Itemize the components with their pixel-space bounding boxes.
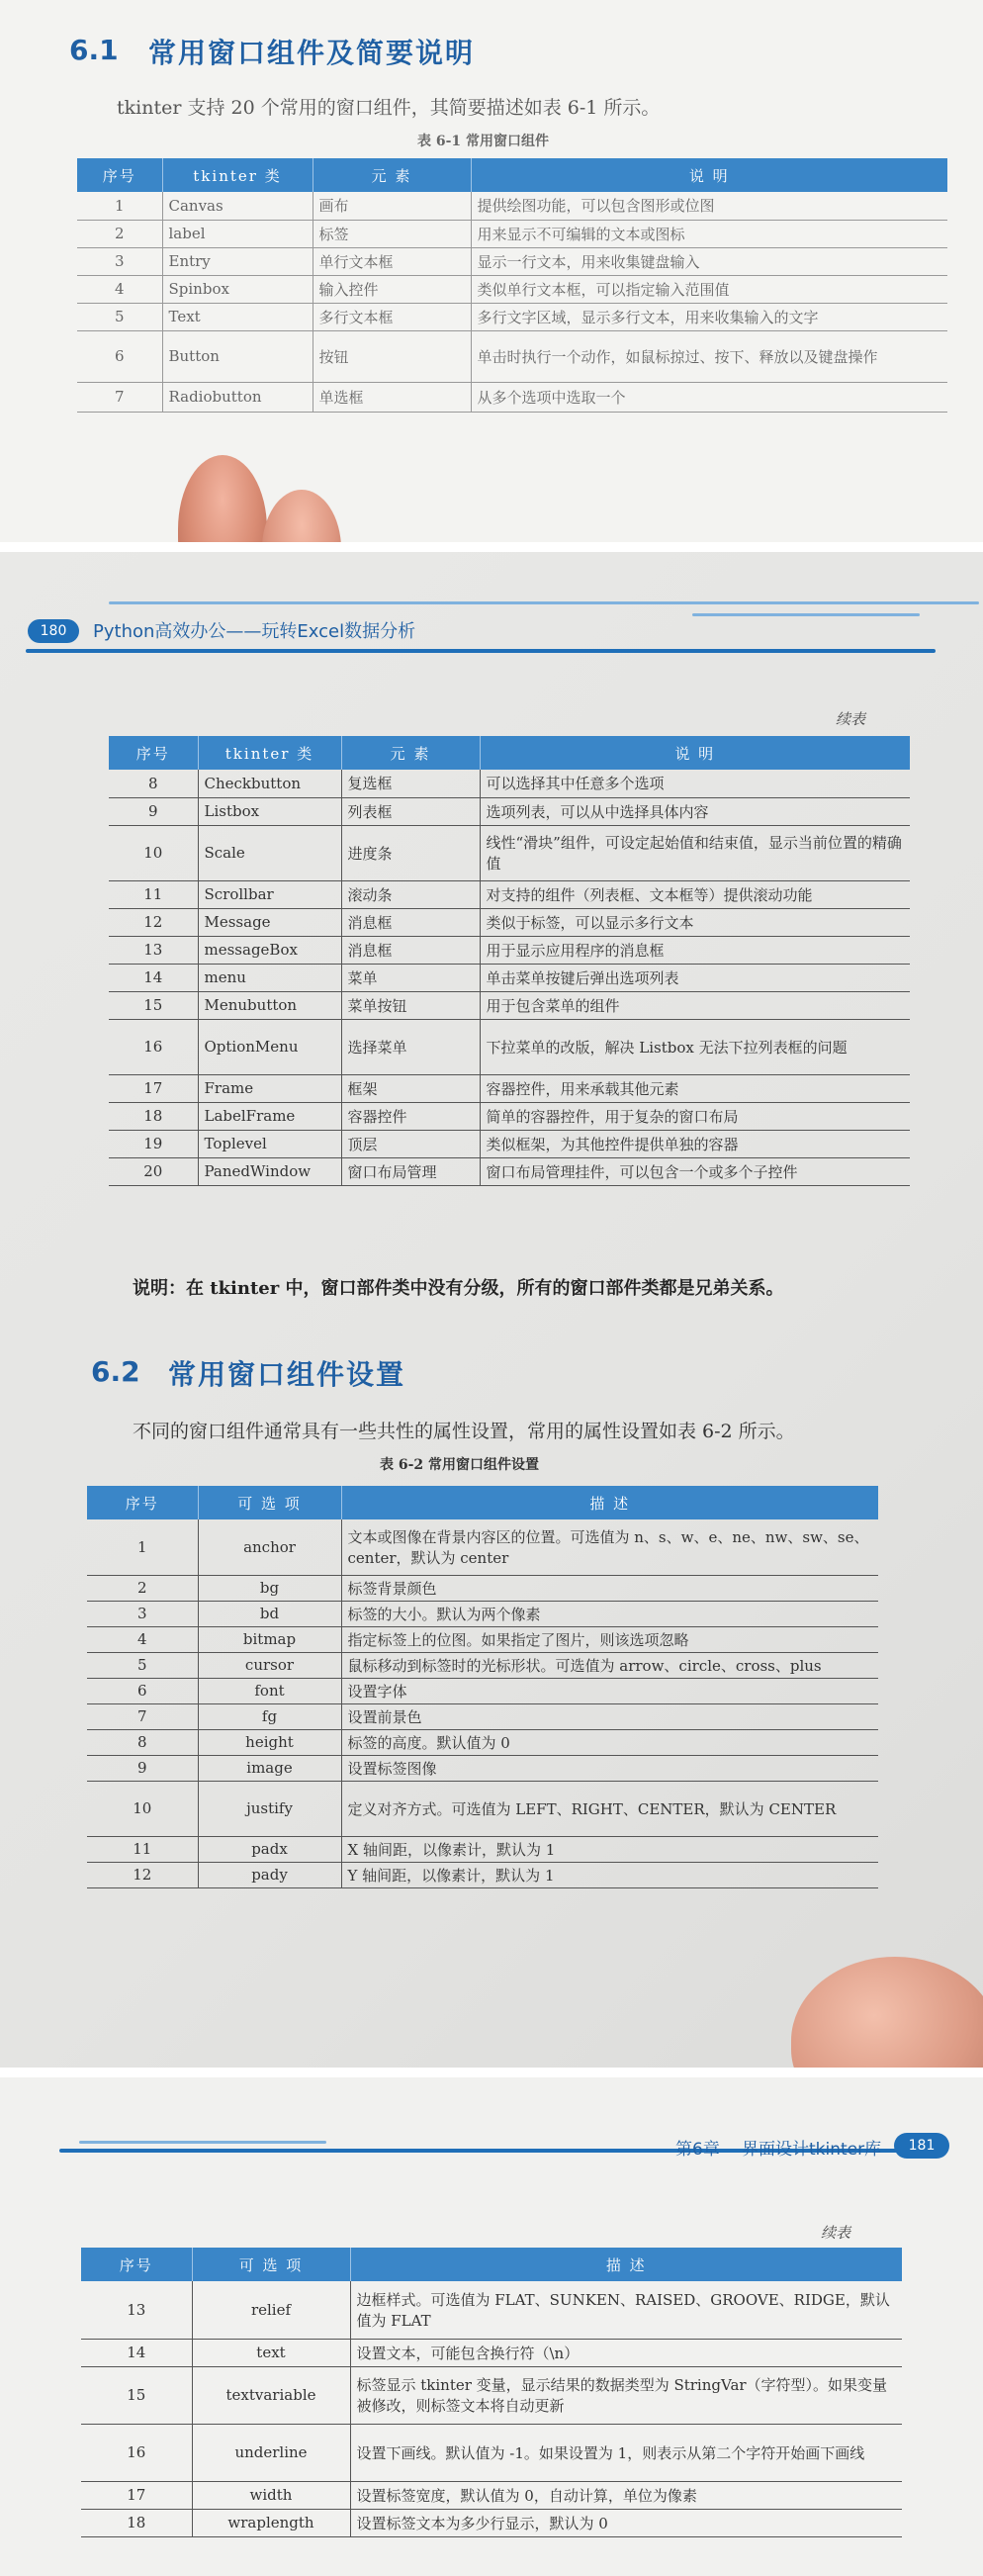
table-row xyxy=(109,1102,910,1130)
cell-description: 定义对齐方式。可选值为 LEFT、RIGHT、CENTER，默认为 CENTER xyxy=(341,1781,878,1836)
col-header-class: tkinter 类 xyxy=(162,158,313,192)
cell-option: relief xyxy=(192,2281,350,2339)
cell-class: menu xyxy=(198,964,341,991)
table-row xyxy=(81,2424,902,2481)
table-row xyxy=(109,825,910,880)
cell-element: 单选框 xyxy=(313,382,471,412)
cell-description: 线性“滑块”组件，可设定起始值和结束值，显示当前位置的精确值 xyxy=(480,825,910,880)
intro-text: 不同的窗口组件通常具有一些共性的属性设置，常用的属性设置如表 6-2 所示。 xyxy=(133,1421,795,1442)
table-caption: 表 6-1 常用窗口组件 xyxy=(417,134,550,149)
table-row xyxy=(77,220,947,247)
table-row xyxy=(87,1519,878,1575)
cell-description: 标签显示 tkinter 变量，显示结果的数据类型为 StringVar（字符型）。如果变量被修改，则标签文本将自动更新 xyxy=(350,2366,902,2424)
page-photo-1 xyxy=(0,0,983,542)
cell-element: 框架 xyxy=(341,1074,480,1102)
decorative-stripe xyxy=(109,601,979,604)
cell-option: width xyxy=(192,2481,350,2509)
table-row xyxy=(87,1601,878,1626)
page-number-badge: 180 xyxy=(28,619,79,643)
cell-option: underline xyxy=(192,2424,350,2481)
cell-element: 按钮 xyxy=(313,330,471,382)
table-row xyxy=(81,2281,902,2339)
table-row xyxy=(109,1074,910,1102)
table-row xyxy=(109,936,910,964)
components-table-part2 xyxy=(109,736,910,1186)
cell-index: 17 xyxy=(109,1074,198,1102)
table-row xyxy=(81,2509,902,2536)
cell-index: 2 xyxy=(87,1575,198,1601)
table-row xyxy=(81,2481,902,2509)
cell-index: 9 xyxy=(109,797,198,825)
cell-index: 12 xyxy=(87,1862,198,1887)
cell-description: 设置标签图像 xyxy=(341,1755,878,1781)
cell-description: 简单的容器控件，用于复杂的窗口布局 xyxy=(480,1102,910,1130)
cell-description: 单击时执行一个动作，如鼠标掠过、按下、释放以及键盘操作 xyxy=(471,330,947,382)
cell-option: bd xyxy=(198,1601,341,1626)
cell-class: Menubutton xyxy=(198,991,341,1019)
components-table-part1 xyxy=(77,158,947,413)
col-header-description: 描 述 xyxy=(350,2248,902,2281)
cell-description: 用来显示不可编辑的文本或图标 xyxy=(471,220,947,247)
cell-element: 顶层 xyxy=(341,1130,480,1157)
cell-element: 单行文本框 xyxy=(313,247,471,275)
cell-index: 10 xyxy=(109,825,198,880)
cell-description: 文本或图像在背景内容区的位置。可选值为 n、s、w、e、ne、nw、sw、se、center，默认为 center xyxy=(341,1519,878,1575)
cell-element: 多行文本框 xyxy=(313,303,471,330)
col-header-index: 序号 xyxy=(81,2248,192,2281)
cell-class: Radiobutton xyxy=(162,382,313,412)
chapter-title: 界面设计tkinter库 xyxy=(742,2140,882,2160)
cell-option: text xyxy=(192,2339,350,2366)
cell-index: 14 xyxy=(109,964,198,991)
cell-description: 单击菜单按键后弹出选项列表 xyxy=(480,964,910,991)
cell-index: 7 xyxy=(77,382,162,412)
continued-label: 续表 xyxy=(821,2224,851,2242)
cell-class: Listbox xyxy=(198,797,341,825)
table-row xyxy=(109,1130,910,1157)
table-row xyxy=(81,2366,902,2424)
cell-description: 标签的大小。默认为两个像素 xyxy=(341,1601,878,1626)
cell-element: 滚动条 xyxy=(341,880,480,908)
cell-option: justify xyxy=(198,1781,341,1836)
cell-index: 2 xyxy=(77,220,162,247)
cell-element: 菜单按钮 xyxy=(341,991,480,1019)
table-row xyxy=(109,770,910,797)
table-row xyxy=(87,1781,878,1836)
table-row xyxy=(87,1626,878,1652)
cell-index: 1 xyxy=(87,1519,198,1575)
table-row xyxy=(109,991,910,1019)
table-row xyxy=(109,1157,910,1185)
table-row xyxy=(87,1703,878,1729)
cell-class: Text xyxy=(162,303,313,330)
cell-description: 指定标签上的位图。如果指定了图片，则该选项忽略 xyxy=(341,1626,878,1652)
options-table-part2 xyxy=(81,2248,902,2537)
decorative-stripe xyxy=(79,2141,326,2144)
table-row xyxy=(81,2339,902,2366)
cell-element: 画布 xyxy=(313,192,471,220)
cell-index: 4 xyxy=(87,1626,198,1652)
cell-index: 7 xyxy=(87,1703,198,1729)
section-number: 6.1 xyxy=(69,34,119,66)
cell-class: Frame xyxy=(198,1074,341,1102)
chapter-label: 第6章 xyxy=(675,2140,720,2160)
cell-class: Checkbutton xyxy=(198,770,341,797)
cell-description: X 轴间距，以像素计，默认为 1 xyxy=(341,1836,878,1862)
cell-option: bitmap xyxy=(198,1626,341,1652)
col-header-index: 序号 xyxy=(109,736,198,770)
cell-class: OptionMenu xyxy=(198,1019,341,1074)
table-row xyxy=(77,247,947,275)
cell-class: LabelFrame xyxy=(198,1102,341,1130)
cell-description: 标签背景颜色 xyxy=(341,1575,878,1601)
cell-element: 标签 xyxy=(313,220,471,247)
cell-element: 容器控件 xyxy=(341,1102,480,1130)
cell-option: bg xyxy=(198,1575,341,1601)
table-row xyxy=(109,964,910,991)
cell-description: 从多个选项中选取一个 xyxy=(471,382,947,412)
cell-description: 显示一行文本，用来收集键盘输入 xyxy=(471,247,947,275)
cell-description: 对支持的组件（列表框、文本框等）提供滚动功能 xyxy=(480,880,910,908)
cell-description: 类似框架，为其他控件提供单独的容器 xyxy=(480,1130,910,1157)
cell-option: image xyxy=(198,1755,341,1781)
table-row xyxy=(87,1678,878,1703)
cell-description: 用于显示应用程序的消息框 xyxy=(480,936,910,964)
running-header: Python高效办公——玩转Excel数据分析 xyxy=(93,621,416,642)
table-row xyxy=(87,1575,878,1601)
cell-description: 容器控件，用来承载其他元素 xyxy=(480,1074,910,1102)
cell-description: 设置标签宽度，默认值为 0，自动计算，单位为像素 xyxy=(350,2481,902,2509)
cell-class: Button xyxy=(162,330,313,382)
cell-class: PanedWindow xyxy=(198,1157,341,1185)
col-header-index: 序号 xyxy=(77,158,162,192)
cell-index: 8 xyxy=(87,1729,198,1755)
section-title: 常用窗口组件设置 xyxy=(168,1358,406,1391)
cell-option: font xyxy=(198,1678,341,1703)
cell-index: 16 xyxy=(109,1019,198,1074)
table-row xyxy=(109,908,910,936)
table-row xyxy=(77,330,947,382)
cell-index: 18 xyxy=(81,2509,192,2536)
table-row xyxy=(77,192,947,220)
table-row xyxy=(87,1836,878,1862)
cell-index: 1 xyxy=(77,192,162,220)
finger-image xyxy=(262,490,341,542)
cell-index: 5 xyxy=(77,303,162,330)
cell-class: Spinbox xyxy=(162,275,313,303)
col-header-description: 描 述 xyxy=(341,1486,878,1519)
finger-image xyxy=(178,455,267,542)
cell-description: 设置下画线。默认值为 -1。如果设置为 1，则表示从第二个字符开始画下画线 xyxy=(350,2424,902,2481)
cell-option: wraplength xyxy=(192,2509,350,2536)
cell-index: 8 xyxy=(109,770,198,797)
cell-index: 15 xyxy=(109,991,198,1019)
cell-class: messageBox xyxy=(198,936,341,964)
cell-description: 提供绘图功能，可以包含图形或位图 xyxy=(471,192,947,220)
cell-class: Scale xyxy=(198,825,341,880)
cell-description: 设置文本，可能包含换行符（\n） xyxy=(350,2339,902,2366)
cell-class: Scrollbar xyxy=(198,880,341,908)
page-number-badge: 181 xyxy=(894,2133,949,2159)
col-header-index: 序号 xyxy=(87,1486,198,1519)
cell-element: 消息框 xyxy=(341,908,480,936)
section-number: 6.2 xyxy=(91,1355,140,1388)
cell-description: 设置标签文本为多少行显示，默认为 0 xyxy=(350,2509,902,2536)
cell-index: 11 xyxy=(87,1836,198,1862)
table-row xyxy=(109,1019,910,1074)
cell-description: 类似于标签，可以显示多行文本 xyxy=(480,908,910,936)
cell-description: 下拉菜单的改版，解决 Listbox 无法下拉列表框的问题 xyxy=(480,1019,910,1074)
cell-index: 20 xyxy=(109,1157,198,1185)
cell-element: 复选框 xyxy=(341,770,480,797)
cell-element: 列表框 xyxy=(341,797,480,825)
cell-index: 10 xyxy=(87,1781,198,1836)
table-row xyxy=(87,1862,878,1887)
cell-element: 消息框 xyxy=(341,936,480,964)
cell-class: label xyxy=(162,220,313,247)
table-row xyxy=(109,880,910,908)
cell-option: pady xyxy=(198,1862,341,1887)
cell-class: Entry xyxy=(162,247,313,275)
cell-description: 可以选择其中任意多个选项 xyxy=(480,770,910,797)
intro-text: tkinter 支持 20 个常用的窗口组件，其简要描述如表 6-1 所示。 xyxy=(117,97,661,119)
cell-description: 类似单行文本框，可以指定输入范围值 xyxy=(471,275,947,303)
cell-index: 6 xyxy=(87,1678,198,1703)
cell-index: 6 xyxy=(77,330,162,382)
cell-index: 9 xyxy=(87,1755,198,1781)
cell-element: 进度条 xyxy=(341,825,480,880)
col-header-description: 说 明 xyxy=(480,736,910,770)
cell-option: padx xyxy=(198,1836,341,1862)
cell-option: textvariable xyxy=(192,2366,350,2424)
section-title: 常用窗口组件及简要说明 xyxy=(148,37,476,69)
decorative-stripe xyxy=(26,649,936,653)
cell-index: 15 xyxy=(81,2366,192,2424)
cell-option: fg xyxy=(198,1703,341,1729)
cell-class: Message xyxy=(198,908,341,936)
note-text: 说明：在 tkinter 中，窗口部件类中没有分级，所有的窗口部件类都是兄弟关系。 xyxy=(133,1278,784,1299)
cell-index: 12 xyxy=(109,908,198,936)
cell-index: 18 xyxy=(109,1102,198,1130)
cell-element: 菜单 xyxy=(341,964,480,991)
cell-index: 16 xyxy=(81,2424,192,2481)
cell-option: cursor xyxy=(198,1652,341,1678)
table-row xyxy=(87,1652,878,1678)
table-row xyxy=(109,797,910,825)
cell-index: 11 xyxy=(109,880,198,908)
cell-description: 设置字体 xyxy=(341,1678,878,1703)
cell-index: 3 xyxy=(77,247,162,275)
decorative-stripe xyxy=(692,613,920,616)
cell-description: 边框样式。可选值为 FLAT、SUNKEN、RAISED、GROOVE、RIDGE，默认值为 FLAT xyxy=(350,2281,902,2339)
cell-description: 设置前景色 xyxy=(341,1703,878,1729)
options-table-part1 xyxy=(87,1486,878,1888)
cell-index: 3 xyxy=(87,1601,198,1626)
table-row xyxy=(87,1755,878,1781)
col-header-option: 可 选 项 xyxy=(198,1486,341,1519)
cell-description: 鼠标移动到标签时的光标形状。可选值为 arrow、circle、cross、plus xyxy=(341,1652,878,1678)
cell-description: 标签的高度。默认值为 0 xyxy=(341,1729,878,1755)
col-header-element: 元 素 xyxy=(313,158,471,192)
cell-option: height xyxy=(198,1729,341,1755)
cell-description: Y 轴间距，以像素计，默认为 1 xyxy=(341,1862,878,1887)
cell-class: Canvas xyxy=(162,192,313,220)
cell-option: anchor xyxy=(198,1519,341,1575)
table-row xyxy=(87,1729,878,1755)
cell-index: 19 xyxy=(109,1130,198,1157)
col-header-element: 元 素 xyxy=(341,736,480,770)
table-row xyxy=(77,382,947,412)
cell-index: 13 xyxy=(109,936,198,964)
cell-index: 14 xyxy=(81,2339,192,2366)
cell-index: 13 xyxy=(81,2281,192,2339)
continued-label: 续表 xyxy=(836,710,866,728)
cell-description: 多行文字区域，显示多行文本，用来收集输入的文字 xyxy=(471,303,947,330)
col-header-description: 说 明 xyxy=(471,158,947,192)
page-photo-2 xyxy=(0,552,983,2068)
table-row xyxy=(77,275,947,303)
cell-description: 窗口布局管理挂件，可以包含一个或多个子控件 xyxy=(480,1157,910,1185)
cell-element: 输入控件 xyxy=(313,275,471,303)
cell-index: 17 xyxy=(81,2481,192,2509)
table-row xyxy=(77,303,947,330)
thumb-image xyxy=(791,1957,983,2068)
cell-element: 选择菜单 xyxy=(341,1019,480,1074)
cell-description: 用于包含菜单的组件 xyxy=(480,991,910,1019)
cell-class: Toplevel xyxy=(198,1130,341,1157)
cell-index: 4 xyxy=(77,275,162,303)
table-caption: 表 6-2 常用窗口组件设置 xyxy=(380,1457,540,1473)
cell-index: 5 xyxy=(87,1652,198,1678)
cell-description: 选项列表，可以从中选择具体内容 xyxy=(480,797,910,825)
cell-element: 窗口布局管理 xyxy=(341,1157,480,1185)
page-photo-3 xyxy=(0,2077,983,2576)
col-header-option: 可 选 项 xyxy=(192,2248,350,2281)
col-header-class: tkinter 类 xyxy=(198,736,341,770)
